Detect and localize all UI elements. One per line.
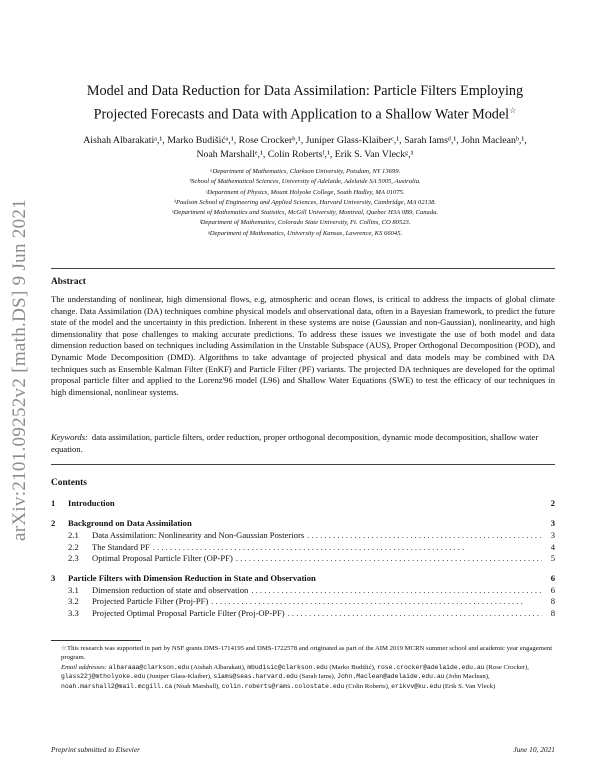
- toc-number: 3: [51, 572, 56, 583]
- toc-title: Data Assimilation: Nonlinearity and Non-Gaussian Posteriors: [92, 530, 305, 540]
- toc-title: Projected Optimal Proposal Particle Filter (Proj-OP-PF): [92, 607, 285, 618]
- footnotes: [51, 644, 555, 691]
- email-owner: (Sarah Iams),: [299, 673, 336, 681]
- toc-page: 4: [550, 541, 555, 552]
- toc-leader: [251, 585, 542, 595]
- toc-page: 6: [550, 572, 555, 583]
- toc-entry-2-3[interactable]: [51, 553, 555, 565]
- email-link[interactable]: siams@seas.harvard.edu: [213, 673, 298, 681]
- affiliation-list: [60, 167, 550, 239]
- email-link[interactable]: erikvv@ku.edu: [391, 682, 442, 690]
- contents-heading: Contents: [51, 478, 87, 488]
- email-link[interactable]: noah.marshall2@mail.mcgill.ca: [61, 682, 173, 690]
- affiliation-a: ᵃDepartment of Mathematics, Clarkson University, Potsdam, NY 13699.: [209, 168, 401, 175]
- email-owner: (Juniper Glass-Klaiber),: [147, 673, 212, 681]
- toc-number: 2.2: [68, 541, 79, 552]
- toc-title: Particle Filters with Dimension Reduction in State and Observation: [68, 572, 316, 583]
- authors-line-2: Noah Marshallᵉ,¹, Colin Robertsᶠ,¹, Erik S. Van Vleckᵍ,¹: [196, 149, 414, 160]
- email-owner: (John Maclean),: [446, 673, 490, 681]
- toc-page: 3: [550, 530, 555, 540]
- toc-number: 2: [51, 518, 56, 528]
- keywords-label: Keywords:: [51, 432, 88, 442]
- page-footer: [51, 745, 555, 754]
- toc-page: 2: [550, 498, 555, 508]
- toc-number: 3.2: [68, 596, 79, 606]
- keywords: [51, 432, 555, 455]
- email-link[interactable]: colin.roberts@rams.colostate.edu: [221, 682, 345, 690]
- email-link[interactable]: albaraaa@clarkson.edu: [108, 663, 190, 671]
- toc-title: Background on Data Assimilation: [68, 518, 192, 528]
- toc-leader: [307, 530, 542, 540]
- title-line-2: Projected Forecasts and Data with Application to a Shallow Water Model: [93, 106, 510, 123]
- toc-title: Optimal Proposal Particle Filter (OP-PF): [92, 553, 233, 563]
- toc-page: 3: [550, 518, 555, 528]
- author-list: [60, 134, 550, 162]
- arxiv-id-text: arXiv:2101.09252v2 [math.DS] 9 Jun 2021: [9, 198, 30, 542]
- abstract-top-rule: [51, 268, 555, 269]
- toc-leader: [236, 553, 542, 563]
- authors-line-1: Aishah Albarakatiᵃ,¹, Marko Budišićᵃ,¹, Rose Crockerᵇ,¹, Juniper Glass-Klaiberᶜ,¹, Sarah Iamsᵈ,¹, John Macleanᵇ,¹,: [83, 135, 527, 146]
- title-line-2-wrap: [60, 101, 550, 125]
- title-footnote-mark: ☆: [509, 106, 517, 115]
- email-link[interactable]: John.Maclean@adelaide.edu.au: [337, 673, 445, 681]
- toc-entry-2-1[interactable]: [51, 530, 555, 542]
- keywords-text: data assimilation, particle filters, order reduction, proper orthogonal decomposition, dynamic mode decomposition, shallow water equation.: [51, 432, 539, 454]
- toc-leader: [288, 608, 542, 618]
- email-owner: (Erik S. Van Vleck): [442, 682, 496, 690]
- email-owner: (Rose Crocker),: [486, 663, 529, 671]
- footer-date: June 10, 2021: [513, 745, 555, 754]
- email-owner: (Noah Marshall),: [173, 682, 220, 690]
- toc-title: The Standard PF: [92, 541, 150, 552]
- toc-title: Dimension reduction of state and observation: [92, 584, 249, 595]
- toc-entry-3[interactable]: [51, 573, 555, 585]
- affiliation-e: ᵉDepartment of Mathematics and Statistics, McGill University, Montreal, Quebec H3A 0B9, Canada.: [171, 209, 439, 217]
- affiliation-d: ᵈPaulson School of Engineering and Applied Sciences, Harvard University, Cambridge, MA 02138.: [173, 198, 437, 206]
- email-link[interactable]: glass22j@mtholyoke.edu: [61, 673, 146, 681]
- toc-page: 5: [550, 553, 555, 563]
- toc-entry-1[interactable]: [51, 498, 555, 510]
- email-label: Email addresses:: [61, 663, 108, 671]
- toc-number: 2.1: [68, 530, 79, 540]
- affiliation-c: ᶜDepartment of Physics, Mount Holyoke College, South Hadley, MA 01075.: [205, 188, 405, 196]
- email-link[interactable]: mbudisic@clarkson.edu: [247, 663, 328, 671]
- email-owner: (Aishah Albarakati),: [190, 663, 246, 671]
- paper-title: [60, 82, 550, 125]
- affiliation-g: ᵍDepartment of Mathematics, University of Kansas, Lawrence, KS 66045.: [207, 229, 403, 237]
- abstract-heading: Abstract: [51, 277, 86, 287]
- table-of-contents: [51, 498, 555, 619]
- affiliation-b: ᵇSchool of Mathematical Sciences, University of Adelaide, Adelaide SA 5005, Australia.: [189, 178, 421, 186]
- toc-leader: [153, 542, 542, 552]
- toc-entry-2-2[interactable]: [51, 542, 555, 554]
- abstract-bottom-rule: [51, 464, 555, 465]
- toc-page: 8: [550, 596, 555, 606]
- abstract-body: The understanding of nonlinear, high dimensional flows, e.g, atmospheric and ocean flows, is critical to address the impacts of global climate change. Data Assimilation (DA) techniques combine physical models and observational data, often in a Bayesian framework, to predict the future state of the model and the uncertainty in this prediction. Inherent in these systems are noise (Gaussian and non-Gaussian), nonlinearity, and high dimensionality that pose challenges to making accurate predictions. To address these issues we investigate the use of both model and data dimension reduction based on techniques including Assimilation in the Unstable Subspace (AUS), Proper Orthogonal Decomposition (POD), and Dynamic Mode Decomposition (DMD). Algorithms to take advantage of projected physical and data models may be combined with DA techniques such as Ensemble Kalman Filter (EnKF) and Particle Filter (PF) variants. The projected DA techniques are developed for the optimal proposal particle filter and applied to the Lorenz'96 model (L96) and Shallow Water Equations (SWE) to test the efficacy of our techniques in high dimensional, nonlinear systems.: [51, 294, 555, 397]
- email-owner: (Colin Roberts),: [346, 682, 390, 690]
- affiliation-f: ᶠDepartment of Mathematics, Colorado State University, Ft. Collins, CO 80523.: [199, 219, 411, 227]
- toc-page: 8: [550, 607, 555, 618]
- toc-entry-2[interactable]: [51, 518, 555, 530]
- email-owner: (Marko Budišić),: [329, 663, 376, 671]
- toc-number: 1: [51, 498, 56, 508]
- funding-footnote: ☆This research was supported in part by NSF grants DMS-1714195 and DMS-1722578 and originated as part of the AIM 2019 MCRN summer school and academic year engagement program.: [61, 645, 553, 662]
- email-link[interactable]: rose.crocker@adelaide.edu.au: [377, 663, 485, 671]
- toc-title: Projected Particle Filter (Proj-PF): [92, 596, 209, 606]
- toc-page: 6: [550, 584, 555, 595]
- toc-number: 3.1: [68, 584, 79, 595]
- toc-leader: [211, 596, 542, 606]
- arxiv-identifier: [2, 175, 38, 565]
- toc-number: 2.3: [68, 553, 79, 563]
- toc-title: Introduction: [68, 498, 115, 508]
- toc-number: 3.3: [68, 607, 79, 618]
- toc-entry-3-1[interactable]: [51, 585, 555, 597]
- footnote-rule: [51, 640, 141, 641]
- toc-entry-3-3[interactable]: [51, 608, 555, 620]
- footer-preprint-note: Preprint submitted to Elsevier: [51, 745, 141, 754]
- toc-entry-3-2[interactable]: [51, 596, 555, 608]
- title-line-1: Model and Data Reduction for Data Assimilation: Particle Filters Employing: [86, 83, 524, 99]
- email-footnote: [51, 663, 555, 691]
